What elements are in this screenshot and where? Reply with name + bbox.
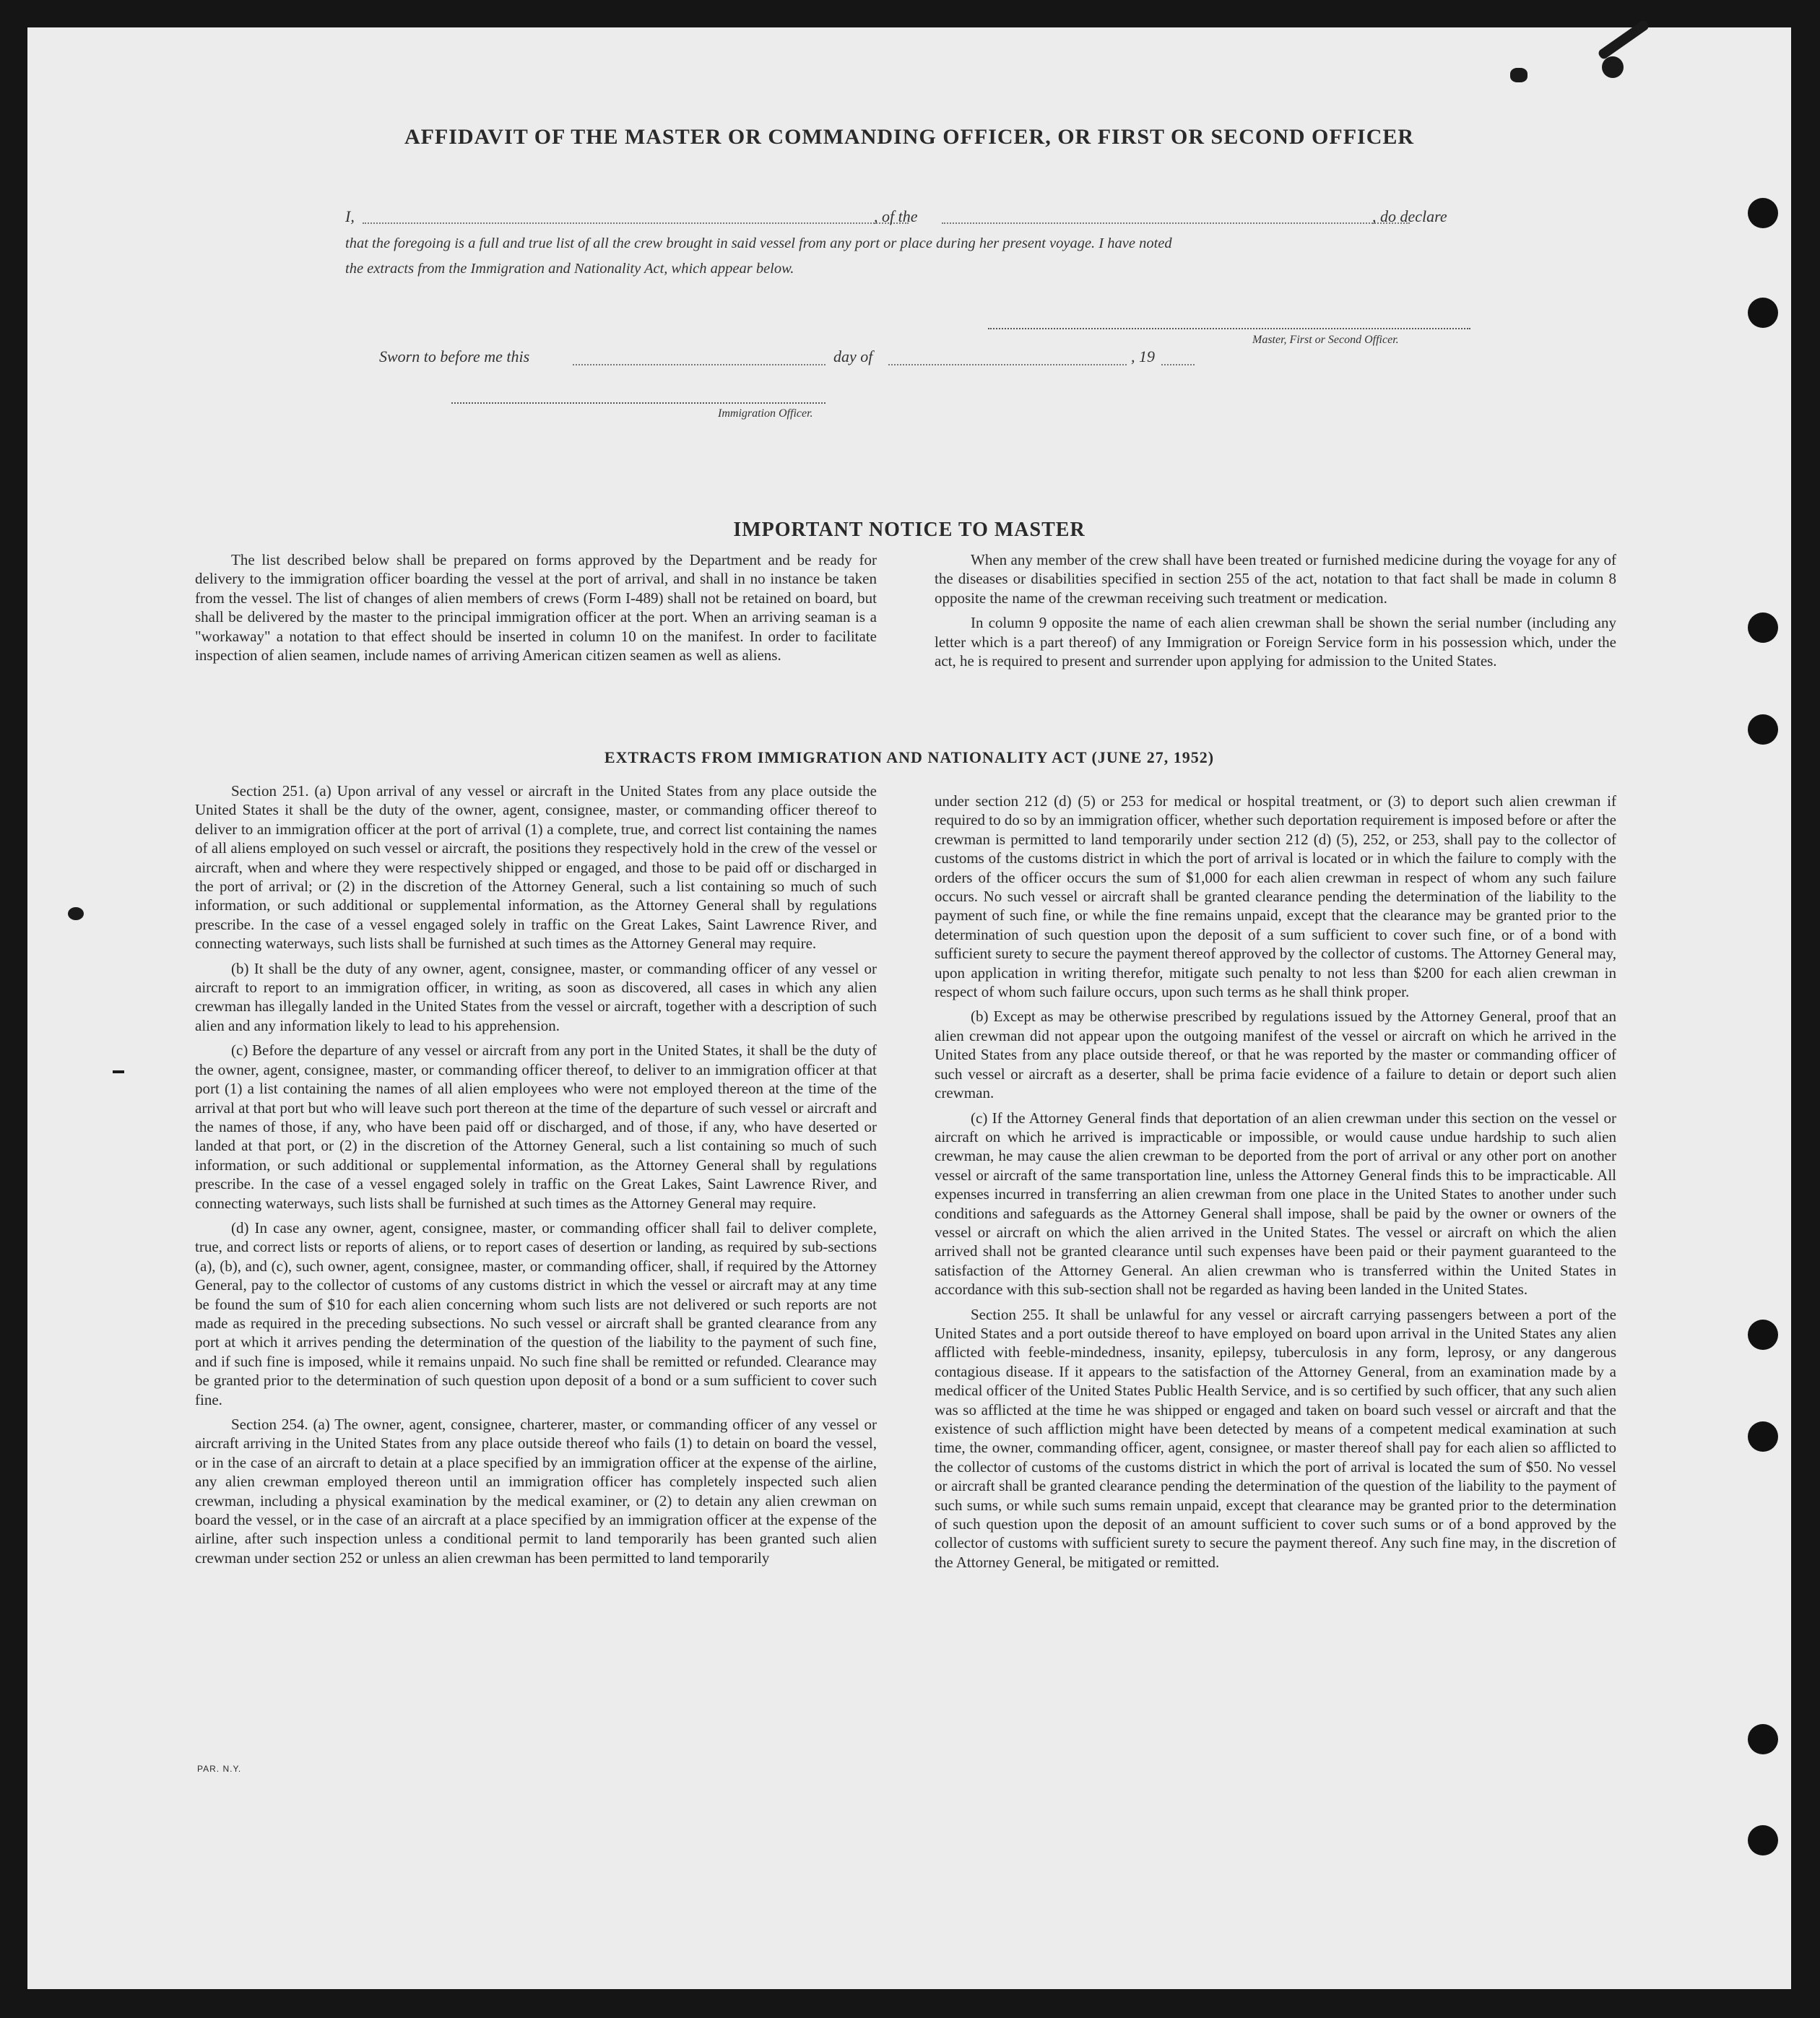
punch-hole-7 <box>1748 1724 1778 1754</box>
notice-title: IMPORTANT NOTICE TO MASTER <box>733 519 1086 541</box>
notice-paragraph: In column 9 opposite the name of each alien crewman shall be shown the serial number (including any letter which is a part thereof) of any Immigration or Foreign Service form in his possession which, under the act, he is required to present and surrender upon applying for admission to the United States. <box>935 614 1616 670</box>
punch-hole-5 <box>1748 1320 1778 1350</box>
punch-hole-8 <box>1748 1825 1778 1855</box>
ink-mark <box>1602 56 1624 78</box>
ink-mark <box>1510 68 1528 82</box>
section-paragraph: (d) In case any owner, agent, consignee, master, or commanding officer shall fail to deliver complete, true, and correct lists or reports of aliens, or to report cases of desertion or landing, as required by sub-sections (a), (b), and (c), such owner, agent, consignee, master, or commanding officer, shall, if required by the Attorney General, pay to the collector of customs of any customs district in which the vessel or aircraft may at any time be found the sum of $10 for each alien concerning whom such lists are not delivered or such reports are not made as required in the preceding subsections. No such vessel or aircraft shall be granted clearance from any port at which it arrives pending the determination of the question of the liability to the payment of such fine, and if such fine is imposed, while it remains unpaid. No such fine shall be remitted or refunded. Clearance may be granted prior to the determination of such question upon deposit of a bond or a sum sufficient to cover such fine. <box>195 1218 877 1408</box>
extracts-right-column <box>935 792 1616 1577</box>
affidavit-title: AFFIDAVIT OF THE MASTER OR COMMANDING OFFICER, OR FIRST OR SECOND OFFICER <box>404 125 1415 149</box>
ink-mark <box>1597 19 1650 60</box>
notice-left-column <box>195 550 877 670</box>
i-label: I, <box>345 207 355 225</box>
master-signature-line[interactable] <box>988 328 1470 329</box>
punch-hole-4 <box>1748 714 1778 745</box>
notice-paragraph: When any member of the crew shall have been treated or furnished medicine during the voyage for any of the diseases or disabilities specified in section 255 of the act, notation to that fact shall be made in column 8 opposite the name of the crewman receiving such treatment or medication. <box>935 551 1616 607</box>
sworn-year-field[interactable] <box>1161 364 1195 365</box>
sworn-month-field[interactable] <box>888 364 1127 365</box>
ink-mark <box>113 1070 124 1073</box>
section-paragraph: (b) Except as may be otherwise prescribed by regulations issued by the Attorney General, proof that an alien crewman did not appear upon the outgoing manifest of the vessel or aircraft on which he arrived in the United States from any place outside thereof, or that he was reported by the master or commanding officer of such vessel or aircraft as a deserter, shall be prima facie evidence of a failure to detain or deport such alien crewman. <box>935 1008 1616 1102</box>
day-of-label: day of <box>833 347 873 365</box>
section-paragraph: (b) It shall be the duty of any owner, agent, consignee, master, or commanding officer of any vessel or aircraft to report to an immigration officer, in writing, as soon as discovered, all cases in which any alien crewman has illegally landed in the United States from the vessel or aircraft, together with a description of such alien and any information likely to lead to his apprehension. <box>195 959 877 1034</box>
punch-hole-3 <box>1748 612 1778 643</box>
extracts-title: EXTRACTS FROM IMMIGRATION AND NATIONALITY ACT (JUNE 27, 1952) <box>604 748 1215 766</box>
sworn-label: Sworn to before me this <box>379 347 530 365</box>
printer-mark: PAR. N.Y. <box>197 1764 242 1774</box>
section-paragraph: Section 254. (a) The owner, agent, consignee, charterer, master, or commanding officer of any vessel or aircraft arriving in the United States from any place outside thereof who fails (1) to detain on board the vessel, or in the case of an aircraft to detain at a place specified by an immigration officer at the expense of the airline, any alien crewman employed thereon until an immigration officer has completely inspected such alien crewman, including a physical examination by the medical examiner, or (2) to detain any alien crewman on board the vessel, or in the case of an aircraft at a place specified by an immigration officer at the expense of the airline, after such inspection unless a conditional permit to land temporarily has been granted such alien crewman under section 252 or unless an alien crewman has been permitted to land temporarily <box>195 1416 877 1567</box>
punch-hole-6 <box>1748 1421 1778 1452</box>
year-label: , 19 <box>1131 347 1155 365</box>
of-the-label: , of the <box>874 207 918 225</box>
immigration-officer-signature-line[interactable] <box>451 402 826 404</box>
notice-paragraph: The list described below shall be prepared on forms approved by the Department and be ready for delivery to the immigration officer boarding the vessel at the port of arrival, and shall in no instance be taken from the vessel. The list of changes of alien members of crews (Form I-489) shall not be retained on board, but shall be delivered by the master to the principal immigration officer at the port. When an arriving seaman is a "workaway" a notation to that effect should be inserted in column 10 on the manifest. In order to facilitate inspection of alien seamen, include names of arriving American citizen seamen as well as aliens. <box>195 551 877 664</box>
master-signature-label: Master, First or Second Officer. <box>1252 334 1399 346</box>
do-declare-label: , do declare <box>1372 207 1447 225</box>
section-paragraph: under section 212 (d) (5) or 253 for medical or hospital treatment, or (3) to deport such alien crewman if required to do so by an immigration officer, whether such deportation requirement is imposed before or after the crewman is permitted to land temporarily under section 212 (d) (5), 252, or 253, shall pay to the collector of customs of the customs district in which the port of arrival is located or in which the failure to comply with the orders of the officer occurs the sum of $1,000 for each alien crewman in respect of whom any such failure occurs. No such vessel or aircraft shall be granted clearance pending the determination of the liability to the payment of such fine, or while the fine remains unpaid, except that the clearance may be granted prior to the determination of such question upon the deposit of a sum sufficient to cover such fine, or of a bond with sufficient surety to secure the payment thereof approved by the collector of customs. The Attorney General may, upon application in writing therefor, mitigate such penalty to not less than $200 for each alien crewman in respect of whom such failure occurs, upon such terms as he shall think proper. <box>935 792 1616 1001</box>
declaration-line-1: that the foregoing is a full and true list of all the crew brought in said vessel from any port or place during her present voyage. I have noted <box>345 235 1172 251</box>
ink-mark <box>68 907 84 920</box>
vessel-field[interactable] <box>942 222 1410 224</box>
extracts-left-column <box>195 781 877 1573</box>
section-paragraph: (c) If the Attorney General finds that deportation of an alien crewman under this section on the vessel or aircraft on which he arrived is impracticable or impossible, or would cause undue hardship to such alien crewman, he may cause the alien crewman to be deported from the port of arrival or any other port on another vessel or aircraft of the same transportation line, unless the Attorney General finds this to be impracticable. All expenses incurred in transferring an alien crewman from one place in the United States to another under such conditions and safeguards as the Attorney General shall impose, shall be paid by the owner or owners of the vessel or aircraft on which the alien arrived in the United States. The vessel or aircraft on which the alien arrived shall not be granted clearance until such expenses have been paid or their payment guaranteed to the satisfaction of the Attorney General. An alien crewman who is transferred within the United States in accordance with this sub-section shall not be regarded as having been landed in the United States. <box>935 1109 1616 1299</box>
name-field[interactable] <box>363 222 909 224</box>
section-paragraph: Section 255. It shall be unlawful for any vessel or aircraft carrying passengers between a port of the United States and a port outside thereof to have employed on board upon arrival in the United States any alien afflicted with feeble-mindedness, insanity, epilepsy, tuberculosis in any form, leprosy, or any dangerous contagious disease. If it appears to the satisfaction of the Attorney General, from an examination made by a medical officer of the United States Public Health Service, and is so certified by such officer, that any such alien was so afflicted at the time he was shipped or engaged and taken on board such vessel or aircraft and that the existence of such affliction might have been detected by means of a competent medical examination at such time, the owner, commanding officer, agent, consignee, or master thereof shall pay for each alien so afflicted to the collector of customs of the customs district in which the port of arrival is located the sum of $50. No vessel or aircraft shall be granted clearance pending the determination of the question of the liability to the payment of such sums, or while such sums remain unpaid, except that clearance may be granted prior to the determination of such question upon the deposit of an amount sufficient to cover such sums or of a bond approved by the collector of customs with sufficient surety to secure the payment thereof. Any such fine may, in the discretion of the Attorney General, be mitigated or remitted. <box>935 1305 1616 1571</box>
notice-right-column <box>935 550 1616 676</box>
punch-hole-1 <box>1748 198 1778 228</box>
immigration-officer-label: Immigration Officer. <box>718 407 813 420</box>
sworn-day-field[interactable] <box>573 364 826 365</box>
section-paragraph: Section 251. (a) Upon arrival of any vessel or aircraft in the United States from any place outside the United States it shall be the duty of the owner, agent, consignee, master, or commanding officer thereof to deliver to an immigration officer at the port of arrival (1) a complete, true, and correct list containing the names of all aliens employed on such vessel or aircraft, the positions they respectively hold in the crew of the vessel or aircraft, when and where they were respectively shipped or engaged, and those to be paid off or discharged in the port of arrival; or (2) in the discretion of the Attorney General, such a list containing so much of such information, or such additional or supplemental information, as the Attorney General shall by regulations prescribe. In the case of a vessel engaged solely in traffic on the Great Lakes, Saint Lawrence River, and connecting waterways, such lists shall be furnished at such times as the Attorney General may require. <box>195 782 877 953</box>
punch-hole-2 <box>1748 298 1778 328</box>
declaration-line-2: the extracts from the Immigration and Nationality Act, which appear below. <box>345 261 794 277</box>
section-paragraph: (c) Before the departure of any vessel or aircraft from any port in the United States, it shall be the duty of the owner, agent, consignee, master, or commanding officer thereof, to deliver to an immigration officer at that port (1) a list containing the names of all alien employees who were not employed thereon at the time of the arrival at that port but who will leave such port thereon at the time of the departure of such vessel or aircraft and the names of those, if any, who have been paid off or discharged, and of those, if any, who have deserted or landed at that port, or (2) in the discretion of the Attorney General, such a list containing so much of such information, or such additional or supplemental information, as the Attorney General shall by regulations prescribe. In the case of a vessel engaged solely in traffic on the Great Lakes, Saint Lawrence River, and connecting waterways, such lists shall be furnished at such times as the Attorney General may require. <box>195 1042 877 1212</box>
document-page <box>27 27 1791 1989</box>
